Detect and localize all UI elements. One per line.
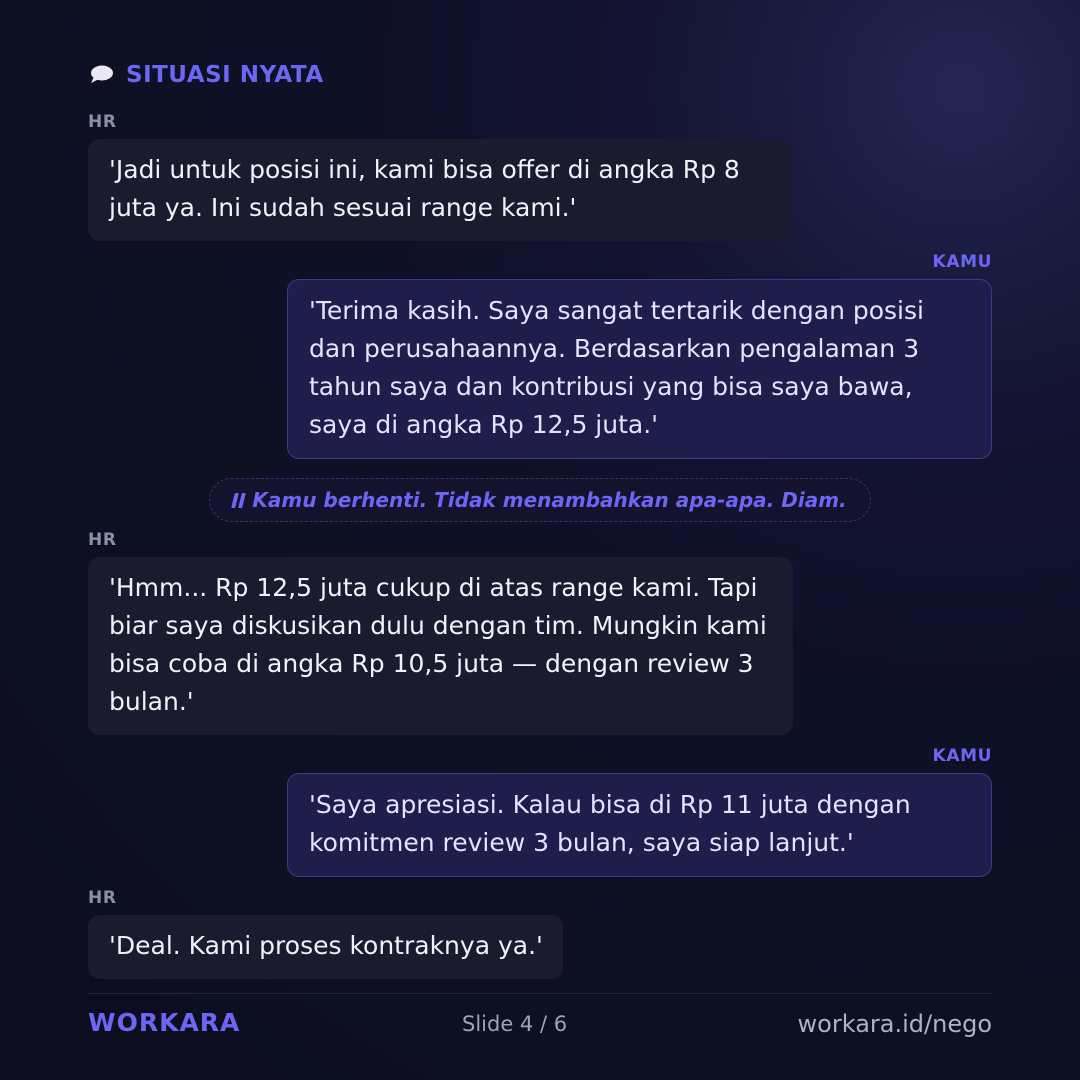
message-bubble-hr: 'Hmm... Rp 12,5 juta cukup di atas range kami. Tapi biar saya diskusikan dulu dengan tim. Mungkin kami bisa coba di angka Rp 10,5 juta — dengan review 3 bulan.' [88, 557, 793, 735]
sender-label-you: KAMU [932, 746, 992, 766]
pause-note-text: Kamu berhenti. Tidak menambahkan apa-apa. Diam. [252, 488, 847, 512]
speech-bubble-icon [88, 64, 114, 86]
sender-label-hr: HR [88, 530, 117, 550]
message-bubble-you: 'Saya apresiasi. Kalau bisa di Rp 11 juta dengan komitmen review 3 bulan, saya siap lanjut.' [287, 773, 992, 877]
sender-label-hr: HR [88, 888, 117, 908]
message-bubble-hr: 'Deal. Kami proses kontraknya ya.' [88, 915, 563, 979]
sender-label-hr: HR [88, 112, 117, 132]
section-header [88, 62, 324, 88]
pause-note [209, 478, 871, 522]
footer-url[interactable]: workara.id/nego [797, 1010, 992, 1038]
message-bubble-hr: 'Jadi untuk posisi ini, kami bisa offer di angka Rp 8 juta ya. Ini sudah sesuai range kami.' [88, 139, 793, 241]
footer-divider [88, 993, 992, 994]
slide-counter: Slide 4 / 6 [462, 1012, 568, 1036]
chat-slide [88, 0, 992, 1080]
pause-icon [231, 493, 246, 508]
section-title: SITUASI NYATA [126, 62, 324, 88]
sender-label-you: KAMU [932, 252, 992, 272]
message-bubble-you: 'Terima kasih. Saya sangat tertarik dengan posisi dan perusahaannya. Berdasarkan pengalaman 3 tahun saya dan kontribusi yang bisa saya bawa, saya di angka Rp 12,5 juta.' [287, 279, 992, 459]
brand-logo: WORKARA [88, 1008, 241, 1037]
